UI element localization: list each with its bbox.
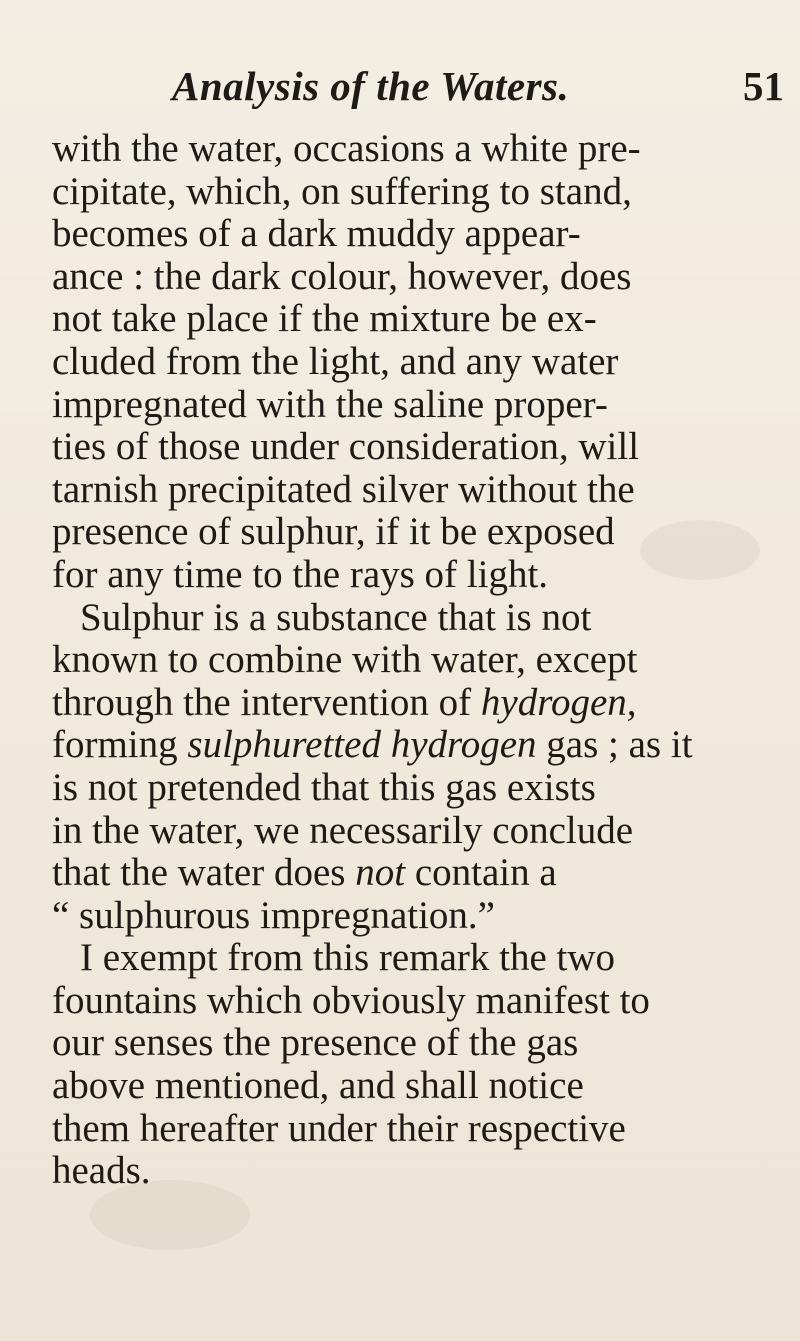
text-line: them hereafter under their respective (52, 1107, 626, 1150)
text-segment: forming (52, 724, 188, 767)
text-line: tarnish precipitated silver without the (52, 468, 635, 511)
text-line: our senses the presence of the gas (52, 1022, 579, 1065)
text-line: presence of sulphur, if it be exposed (52, 511, 615, 554)
text-line: with the water, occasions a white pre- (52, 128, 641, 170)
paragraph-start-line: I exempt from this remark the two (80, 937, 616, 980)
text-line (52, 682, 792, 725)
text-line: above mentioned, and shall notice (52, 1065, 584, 1108)
text-line: cluded from the light, and any water (52, 340, 619, 383)
running-head (0, 62, 800, 112)
text-line: in the water, we necessarily conclude (52, 809, 634, 852)
italic-term-sulphuretted-hydrogen: sulphuretted hydrogen (187, 724, 537, 767)
text-line: heads. (52, 1150, 151, 1193)
text-line: for any time to the rays of light. (52, 553, 549, 596)
text-segment: contain a (405, 852, 557, 895)
page-number: 51 (743, 63, 784, 109)
text-line (52, 724, 792, 767)
text-line: “ sulphurous impregnation.” (52, 894, 495, 937)
text-line (52, 852, 792, 895)
text-line: ties of those under consideration, will (52, 426, 640, 469)
text-line: known to combine with water, except (52, 639, 638, 682)
text-line: ance : the dark colour, however, does (52, 255, 632, 298)
italic-term-not: not (355, 852, 406, 895)
text-line: becomes of a dark muddy appear- (52, 213, 581, 256)
text-segment: gas ; as it (536, 724, 693, 767)
text-segment: that the water does (52, 852, 356, 895)
text-line: cipitate, which, on suffering to stand, (52, 170, 632, 213)
text-line: fountains which obviously manifest to (52, 979, 650, 1022)
text-line: not take place if the mixture be ex- (52, 298, 597, 341)
body-text (52, 128, 792, 1193)
running-head-title: Analysis of the Waters. (172, 63, 570, 109)
paragraph-start-line: Sulphur is a substance that is not (80, 596, 592, 639)
text-line: is not pretended that this gas exists (52, 766, 596, 809)
text-segment: through the intervention of (52, 681, 481, 724)
italic-term-hydrogen: hydrogen, (480, 681, 637, 724)
text-line: impregnated with the saline proper- (52, 383, 608, 426)
